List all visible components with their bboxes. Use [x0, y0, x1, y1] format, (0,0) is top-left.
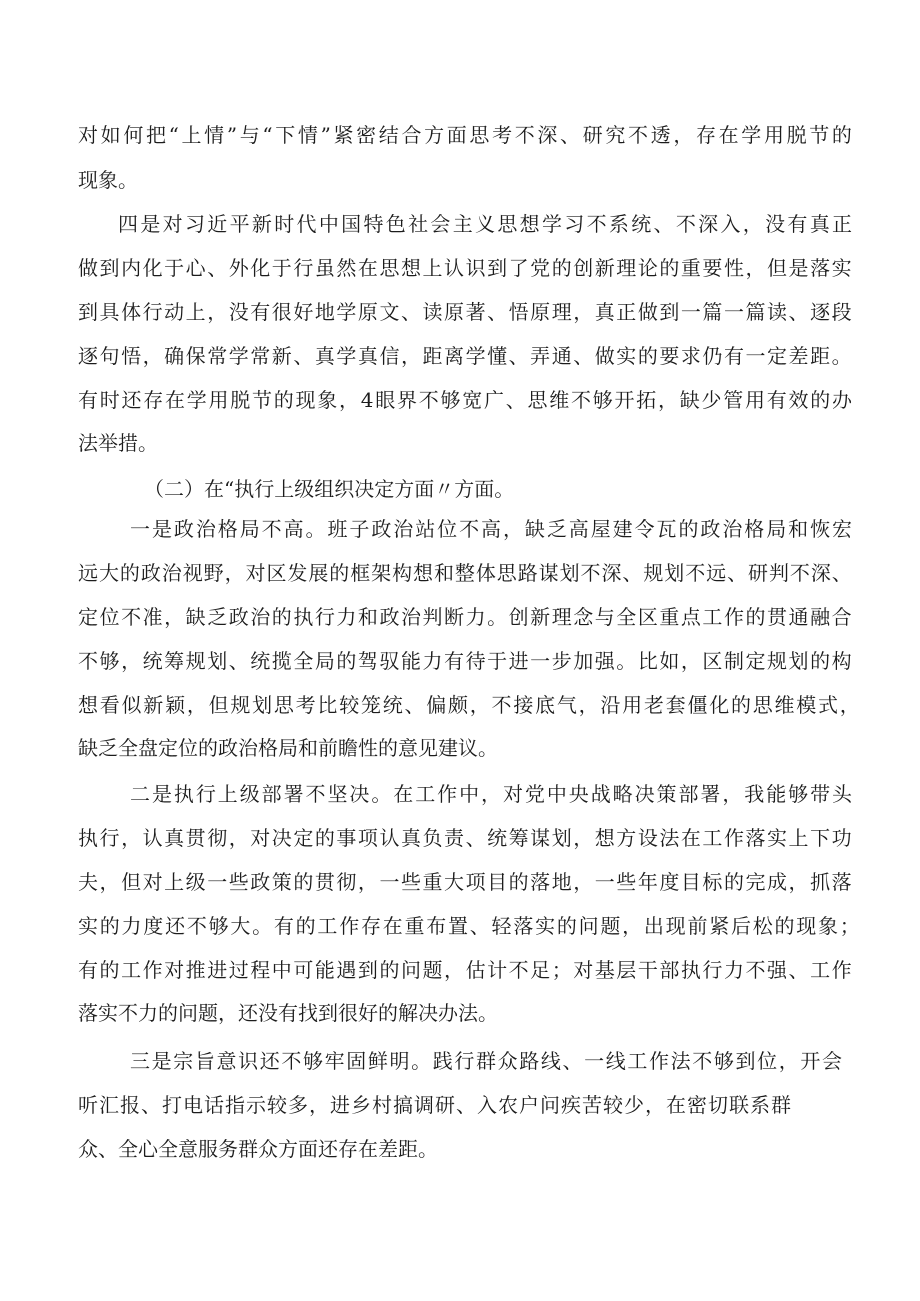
- text-line: 远 大 的 政 治 视 野 ， 对 区 发 展 的 框 架 构 想 和 整 体 思 路 谋 划 不 深 、 规 划 不 远 、 研 判 不 深 、: [78, 561, 852, 585]
- text-line: 对 如 何 把 “ 上 情 ” 与 “ 下 情 ” 紧 密 结 合 方 面 思 考 不 深 、 研 究 不 透 ， 存 在 学 用 脱 节 的: [78, 123, 852, 147]
- text-line: 三 是 宗 旨 意 识 还 不 够 牢 固 鲜 明 。 践 行 群 众 路 线 、 一 线 工 作 法 不 够 到 位 ， 开 会: [130, 1049, 842, 1073]
- text-line: 实 的 力 度 还 不 够 大 。 有 的 工 作 存 在 重 布 置 、 轻 落 实 的 问 题 ， 出 现 前 紧 后 松 的 现 象 ；: [78, 914, 860, 938]
- text-line: 二 是 执 行 上 级 部 署 不 坚 决 。 在 工 作 中 ， 对 党 中 央 战 略 决 策 部 署 ， 我 能 够 带 头: [130, 782, 852, 806]
- text-line: 一 是 政 治 格 局 不 高 。 班 子 政 治 站 位 不 高 ， 缺 乏 高 屋 建 令 瓦 的 政 治 格 局 和 恢 宏: [130, 517, 852, 541]
- text-line: 现象。: [78, 168, 138, 192]
- text-line: 缺乏全盘定位的政治格局和前瞻性的意见建议。: [78, 736, 498, 760]
- text-line: 法举措。: [78, 431, 158, 455]
- section-heading: （二）在“执行上级组织决定方面〃方面。: [144, 477, 515, 501]
- text-line: 四 是 对 习 近 平 新 时 代 中 国 特 色 社 会 主 义 思 想 学 习 不 系 统 、 不 深 入 ， 没 有 真 正: [118, 212, 852, 236]
- text-line: 到 具 体 行 动 上 ， 没 有 很 好 地 学 原 文 、 读 原 著 、 悟 原 理 ， 真 正 做 到 一 篇 一 篇 读 、 逐 段: [78, 300, 852, 324]
- text-line: 做 到 内 化 于 心 、 外 化 于 行 虽 然 在 思 想 上 认 识 到 了 党 的 创 新 理 论 的 重 要 性 ， 但 是 落 实: [78, 256, 852, 280]
- text-line: 定 位 不 准 ， 缺 乏 政 治 的 执 行 力 和 政 治 判 断 力 。 创 新 理 念 与 全 区 重 点 工 作 的 贯 通 融 合: [78, 605, 852, 629]
- text-line: 众、全心全意服务群众方面还存在差距。: [78, 1137, 438, 1161]
- text-line: 逐 句 悟 ， 确 保 常 学 常 新 、 真 学 真 信 ， 距 离 学 懂 、 弄 通 、 做 实 的 要 求 仍 有 一 定 差 距 。: [78, 344, 852, 368]
- text-line: 有 的 工 作 对 推 进 过 程 中 可 能 遇 到 的 问 题 ， 估 计 不 足 ； 对 基 层 干 部 执 行 力 不 强 、 工 作: [78, 958, 852, 982]
- text-line: 有 时 还 存 在 学 用 脱 节 的 现 象 ， 4 眼 界 不 够 宽 广 、 思 维 不 够 开 拓 ， 缺 少 管 用 有 效 的 办: [78, 388, 852, 412]
- text-line: 夫 ， 但 对 上 级 一 些 政 策 的 贯 彻 ， 一 些 重 大 项 目 的 落 地 ， 一 些 年 度 目 标 的 完 成 ， 抓 落: [78, 870, 852, 894]
- text-line: 不 够 ， 统 筹 规 划 、 统 揽 全 局 的 驾 驭 能 力 有 待 于 进 一 步 加 强 。 比 如 ， 区 制 定 规 划 的 构: [78, 649, 852, 673]
- text-line: 落实不力的问题，还没有找到很好的解决办法。: [78, 1001, 498, 1025]
- text-line: 想 看 似 新 颖 ， 但 规 划 思 考 比 较 笼 统 、 偏 颇 ， 不 接 底 气 ， 沿 用 老 套 僵 化 的 思 维 模 式 ，: [78, 693, 860, 717]
- text-line: 听 汇 报 、 打 电 话 指 示 较 多 ， 进 乡 村 搞 调 研 、 入 农 户 问 疾 苦 较 少 ， 在 密 切 联 系 群: [78, 1093, 791, 1117]
- text-line: 执 行 ， 认 真 贯 彻 ， 对 决 定 的 事 项 认 真 负 责 、 统 筹 谋 划 ， 想 方 设 法 在 工 作 落 实 上 下 功: [78, 826, 852, 850]
